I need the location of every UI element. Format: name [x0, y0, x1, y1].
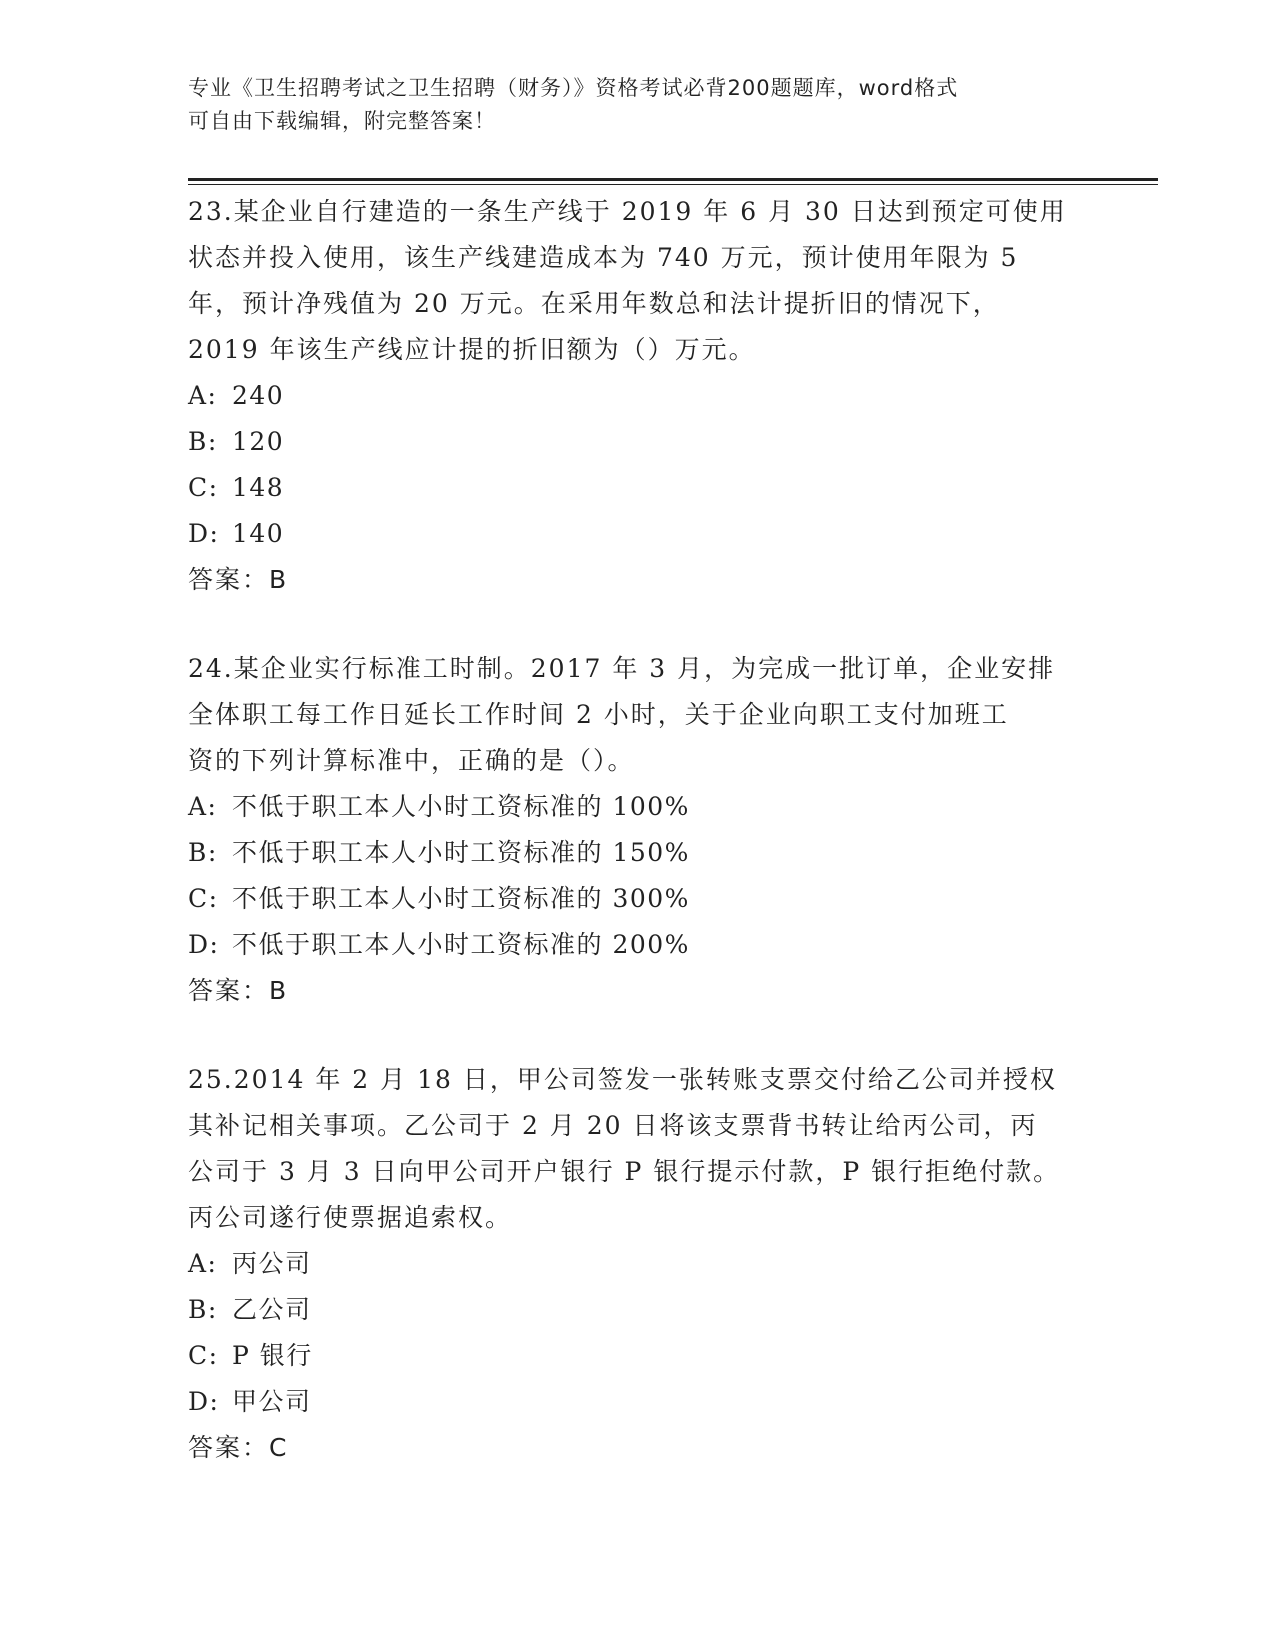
option-c	[188, 1333, 1088, 1379]
option-text: P 银行	[232, 1341, 313, 1370]
question-stem-line: 其补记相关事项。乙公司于 2 月 20 日将该支票背书转让给丙公司，丙	[188, 1111, 1038, 1140]
question-stem-line: 状态并投入使用，该生产线建造成本为 740 万元，预计使用年限为 5	[188, 243, 1019, 272]
option-text: 140	[232, 519, 285, 548]
question-25	[188, 1057, 1088, 1471]
option-a	[188, 784, 1088, 830]
option-c	[188, 465, 1088, 511]
question-stem-line: 24.某企业实行标准工时制。2017 年 3 月，为完成一批订单，企业安排	[188, 654, 1056, 683]
option-text: 不低于职工本人小时工资标准的 100%	[232, 792, 690, 821]
question-stem-line: 年，预计净残值为 20 万元。在采用年数总和法计提折旧的情况下，	[188, 289, 1000, 318]
option-key: B:	[188, 1295, 218, 1324]
header-divider-thin	[188, 184, 1158, 185]
option-text: 乙公司	[232, 1295, 312, 1324]
option-key: A:	[188, 792, 218, 821]
question-stem-line: 全体职工每工作日延长工作时间 2 小时，关于企业向职工支付加班工	[188, 700, 1009, 729]
option-b	[188, 1287, 1088, 1333]
option-d	[188, 511, 1088, 557]
option-a	[188, 373, 1088, 419]
option-text: 不低于职工本人小时工资标准的 300%	[232, 884, 690, 913]
option-key: D:	[188, 519, 220, 548]
option-text: 甲公司	[232, 1387, 312, 1416]
option-key: A:	[188, 381, 218, 410]
option-d	[188, 1379, 1088, 1425]
option-b	[188, 419, 1088, 465]
question-stem-line: 25.2014 年 2 月 18 日，甲公司签发一张转账支票交付给乙公司并授权	[188, 1065, 1057, 1094]
option-key: C:	[188, 884, 219, 913]
option-key: C:	[188, 473, 219, 502]
question-stem-line: 丙公司遂行使票据追索权。	[188, 1203, 513, 1232]
option-key: D:	[188, 1387, 220, 1416]
document-header	[188, 72, 1088, 138]
question-stem-line: 2019 年该生产线应计提的折旧额为（）万元。	[188, 335, 756, 364]
header-divider-thick	[188, 178, 1158, 181]
question-stem-line: 公司于 3 月 3 日向甲公司开户银行 P 银行提示付款，P 银行拒绝付款。	[188, 1157, 1061, 1186]
option-text: 不低于职工本人小时工资标准的 150%	[232, 838, 690, 867]
option-text: 丙公司	[232, 1249, 312, 1278]
option-key: A:	[188, 1249, 218, 1278]
question-stem-line: 23.某企业自行建造的一条生产线于 2019 年 6 月 30 日达到预定可使用	[188, 197, 1067, 226]
option-key: B:	[188, 838, 218, 867]
answer-line: 答案：C	[188, 1433, 289, 1462]
option-a	[188, 1241, 1088, 1287]
header-line-1: 专业《卫生招聘考试之卫生招聘（财务）》资格考试必背200题题库，word格式	[188, 76, 959, 100]
question-23	[188, 189, 1088, 603]
option-d	[188, 922, 1088, 968]
answer-line: 答案：B	[188, 565, 289, 594]
option-text: 148	[232, 473, 285, 502]
option-text: 240	[232, 381, 285, 410]
option-b	[188, 830, 1088, 876]
option-c	[188, 876, 1088, 922]
option-key: B:	[188, 427, 218, 456]
question-stem-line: 资的下列计算标准中，正确的是（）。	[188, 746, 635, 775]
header-line-2: 可自由下载编辑，附完整答案！	[188, 109, 496, 133]
option-key: D:	[188, 930, 220, 959]
option-text: 120	[232, 427, 285, 456]
option-text: 不低于职工本人小时工资标准的 200%	[232, 930, 690, 959]
answer-line: 答案：B	[188, 976, 289, 1005]
question-24	[188, 646, 1088, 1014]
option-key: C:	[188, 1341, 219, 1370]
